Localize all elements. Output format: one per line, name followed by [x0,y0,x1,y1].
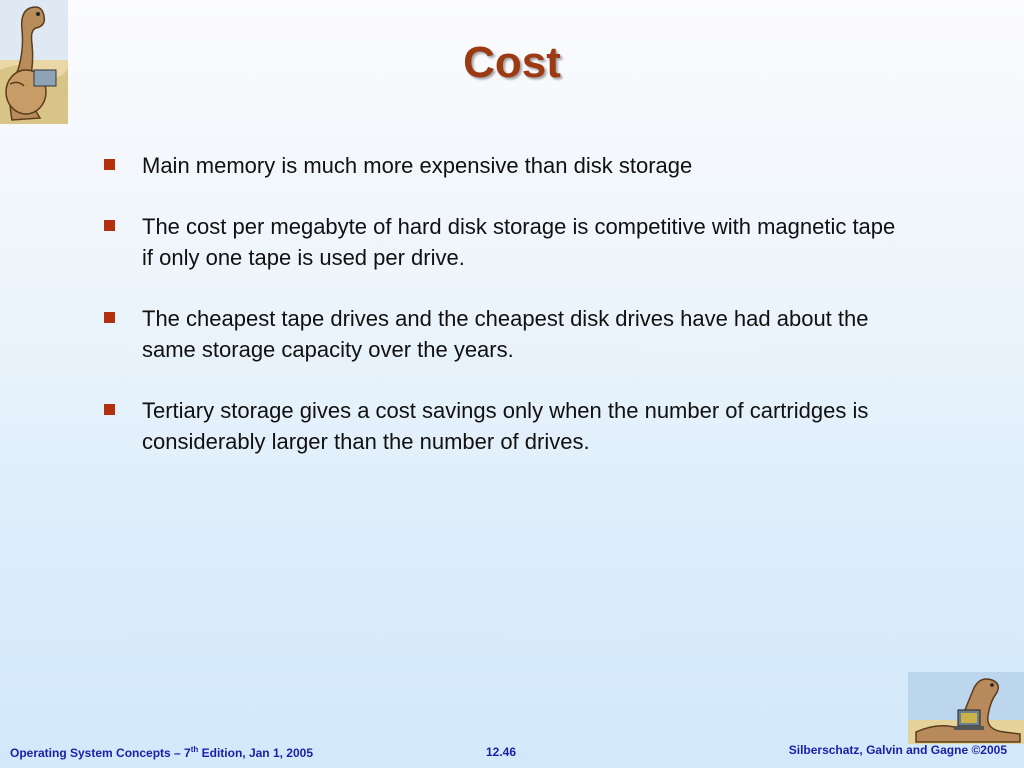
page-number: 12.46 [486,745,517,759]
page-title: Cost [463,38,561,87]
bullet-text: The cheapest tape drives and the cheapest disk drives have had about the same storage capacity over the years. [142,306,869,362]
list-item [104,211,904,273]
square-bullet-icon [104,312,115,323]
footer-authors: Silberschatz, Galvin and Gagne ©2005 [788,743,1007,757]
square-bullet-icon [104,220,115,231]
list-item [104,150,904,181]
square-bullet-icon [104,159,115,170]
bullet-text: The cost per megabyte of hard disk storage is competitive with magnetic tape if only one tape is used per drive. [142,214,896,270]
list-item [104,303,904,365]
square-bullet-icon [104,404,115,415]
footer-course-title: Operating System Concepts – 7th Edition, Jan 1, 2005 [10,745,314,760]
bullet-text: Main memory is much more expensive than disk storage [142,153,693,178]
dinosaur-laptop-icon [908,672,1024,744]
list-item [104,395,904,457]
bullet-list [104,150,904,487]
bullet-text: Tertiary storage gives a cost savings only when the number of cartridges is considerably larger than the number of drives. [142,398,869,454]
